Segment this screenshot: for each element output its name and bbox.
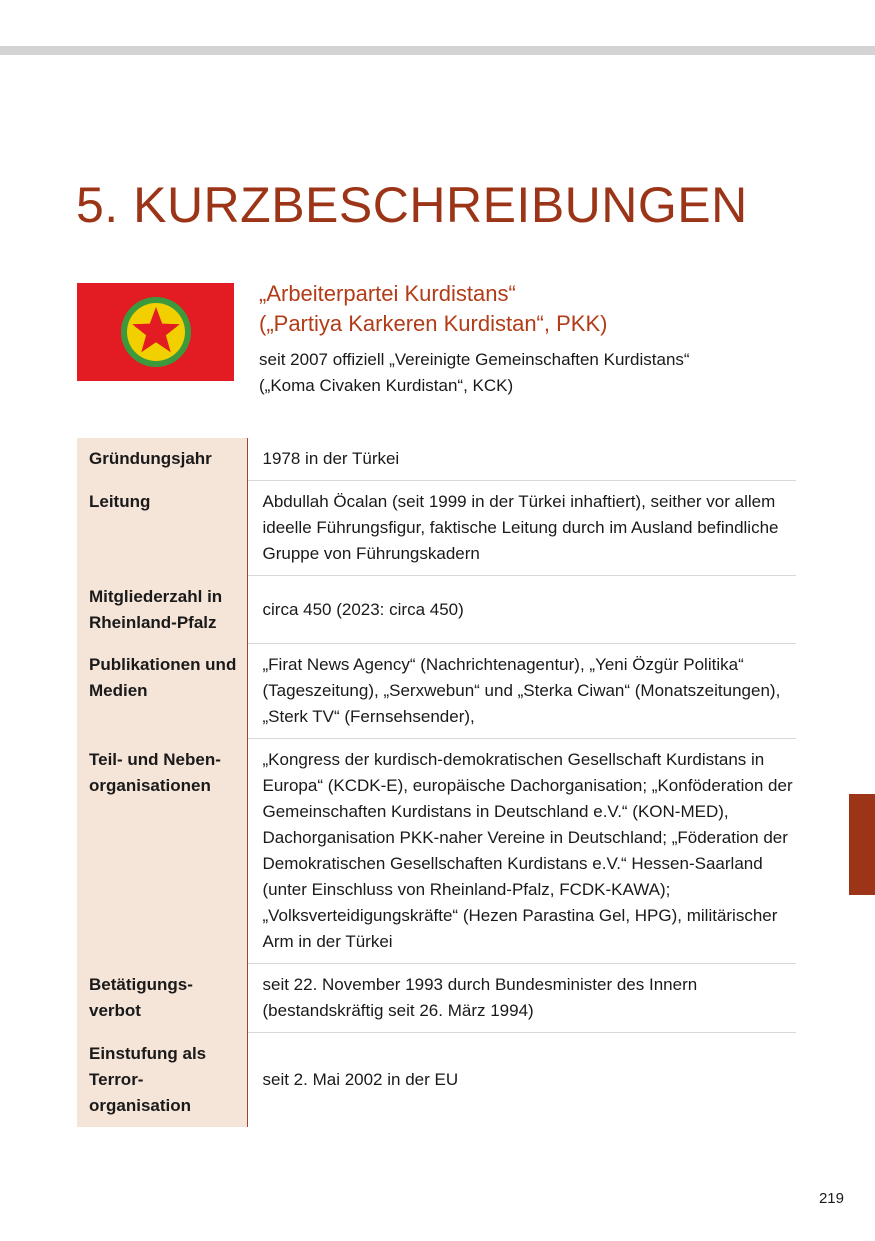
row-label: Leitung — [77, 481, 247, 576]
organization-subtitle-line2: („Koma Civaken Kurdistan“, KCK) — [259, 376, 514, 395]
row-label: Teil- und Neben-organisationen — [77, 739, 247, 964]
organization-header — [259, 279, 819, 399]
top-divider-bar — [0, 46, 875, 55]
table-row — [77, 576, 796, 644]
table-row — [77, 739, 796, 964]
table-row — [77, 644, 796, 739]
row-value: 1978 in der Türkei — [247, 438, 796, 481]
row-label: Betätigungs-verbot — [77, 964, 247, 1033]
row-value: Abdullah Öcalan (seit 1999 in der Türkei inhaftiert), seither vor allem ideelle Führungsfigur, faktische Leitung durch im Ausland befindliche Gruppe von Führungskadern — [247, 481, 796, 576]
row-value: „Firat News Agency“ (Nachrichtenagentur), „Yeni Özgür Politika“ (Tageszeitung), „Serxwebun“ und „Sterka Ciwan“ (Monatszeitungen), „Sterk TV“ (Fernsehsender), — [247, 644, 796, 739]
table-row — [77, 1033, 796, 1127]
table-row — [77, 964, 796, 1033]
profile-table — [77, 438, 796, 1127]
row-label: Mitgliederzahl in Rheinland-Pfalz — [77, 576, 247, 644]
row-label: Publikationen und Medien — [77, 644, 247, 739]
row-label: Gründungsjahr — [77, 438, 247, 481]
table-row — [77, 438, 796, 481]
table-row — [77, 481, 796, 576]
organization-subtitle — [259, 347, 819, 399]
organization-name-line2: („Partiya Karkeren Kurdistan“, PKK) — [259, 311, 608, 336]
row-value: „Kongress der kurdisch-demokratischen Gesellschaft Kurdistans in Europa“ (KCDK-E), europäische Dachorganisation; „Konföderation der Gemeinschaften Kurdistans in Deutschland e.V.“ (KON-MED), Dachorganisation PKK-naher Vereine in Deutschland; „Föderation der Demokratischen Gesellschaften Kurdistans e.V.“ Hessen-Saarland (unter Einschluss von Rheinland-Pfalz, FCDK-KAWA); „Volksverteidigungskräfte“ (Hezen Parastina Gel, HPG), militärischer Arm in der Türkei — [247, 739, 796, 964]
row-label: Einstufung als Terror-organisation — [77, 1033, 247, 1127]
pkk-flag-icon — [77, 283, 234, 381]
page-number: 219 — [818, 1190, 844, 1207]
organization-subtitle-line1: seit 2007 offiziell „Vereinigte Gemeinschaften Kurdistans“ — [259, 350, 690, 369]
organization-name — [259, 279, 819, 339]
row-value: seit 22. November 1993 durch Bundesminister des Innern (bestandskräftig seit 26. März 1994) — [247, 964, 796, 1033]
organization-name-line1: „Arbeiterpartei Kurdistans“ — [259, 281, 516, 306]
row-value: seit 2. Mai 2002 in der EU — [262, 1069, 459, 1089]
row-value: circa 450 (2023: circa 450) — [247, 576, 796, 644]
chapter-side-tab — [849, 794, 875, 895]
chapter-title: 5. KURZBESCHREIBUNGEN — [76, 177, 748, 233]
